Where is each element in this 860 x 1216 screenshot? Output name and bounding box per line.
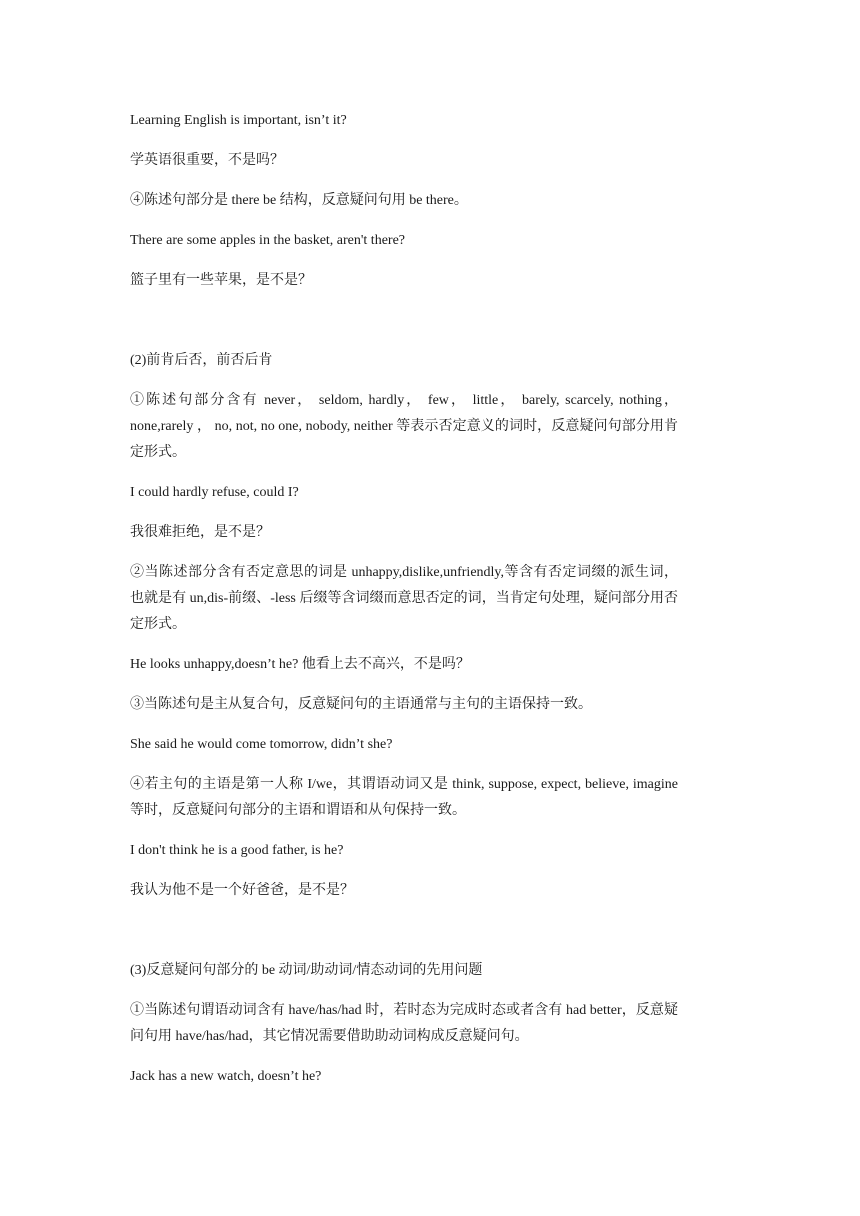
paragraph: 篮子里有一些苹果，是不是？: [130, 273, 312, 288]
paragraph: ④陈述句部分是 there be 结构，反意疑问句用 be there。: [130, 193, 468, 208]
section-gap: [130, 308, 678, 348]
paragraph: Jack has a new watch, doesn’t he?: [130, 1069, 322, 1084]
paragraph: 我很难拒绝，是不是？: [130, 525, 270, 540]
paragraph: He looks unhappy,doesn’t he? 他看上去不高兴，不是吗？: [130, 657, 470, 672]
paragraph: ③当陈述句是主从复合句，反意疑问句的主语通常与主句的主语保持一致。: [130, 697, 592, 712]
paragraph: ①陈述句部分含有 never， seldom, hardly， few， little， barely, scarcely, nothing，none,rarely ， no, not, no one, nobody, neither 等表示否定意义的词时，反意疑问句部分用肯定形式。: [130, 393, 678, 460]
paragraph: ①当陈述句谓语动词含有 have/has/had 时，若时态为完成时态或者含有 had better，反意疑问句用 have/has/had，其它情况需要借助助动词构成反意疑问句。: [130, 1003, 678, 1044]
paragraph: I could hardly refuse, could I?: [130, 485, 299, 500]
paragraph: I don't think he is a good father, is he?: [130, 843, 344, 858]
paragraph: (3)反意疑问句部分的 be 动词/助动词/情态动词的先用问题: [130, 963, 483, 978]
paragraph: ④若主句的主语是第一人称 I/we，其谓语动词又是 think, suppose, expect, believe, imagine 等时，反意疑问句部分的主语和谓语和从句保持一致。: [130, 777, 678, 818]
paragraph: Learning English is important, isn’t it?: [130, 113, 347, 128]
paragraph: 学英语很重要，不是吗？: [130, 153, 284, 168]
section-gap: [130, 918, 678, 958]
document-body: [130, 108, 678, 1104]
paragraph: She said he would come tomorrow, didn’t she?: [130, 737, 393, 752]
paragraph: (2)前肯后否，前否后肯: [130, 353, 273, 368]
paragraph: ②当陈述部分含有否定意思的词是 unhappy,dislike,unfriendly,等含有否定词缀的派生词，也就是有 un,dis-前缀、-less 后缀等含词缀而意思否定的词，当肯定句处理，疑问部分用否定形式。: [130, 565, 678, 632]
paragraph: There are some apples in the basket, aren't there?: [130, 233, 406, 248]
paragraph: 我认为他不是一个好爸爸，是不是？: [130, 883, 354, 898]
